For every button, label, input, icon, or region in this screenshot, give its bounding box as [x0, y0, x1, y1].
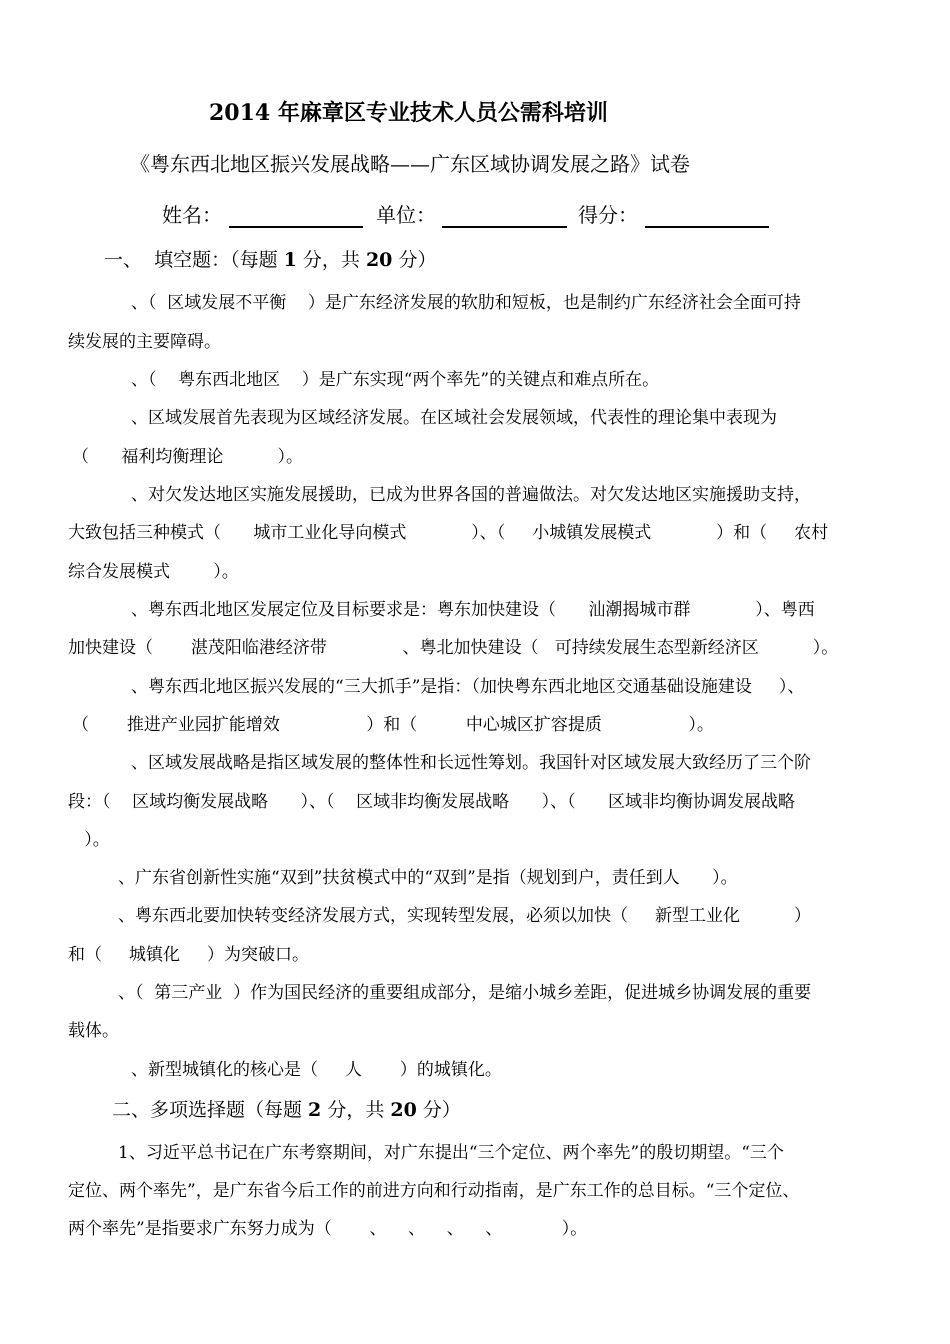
unit-blank[interactable]: [442, 226, 567, 228]
unit-label: 单位：: [376, 203, 436, 227]
question-line: 定位、两个率先”，是广东省今后工作的前进方向和行动指南，是广东工作的总目标。“三个定位、: [68, 1181, 800, 1201]
question-line: 两个率先”是指要求广东努力成为（ 、 、 、 、 ）。: [68, 1219, 588, 1239]
score-label: 得分：: [578, 203, 638, 227]
question-line: 、（ 区域发展不平衡 ）是广东经济发展的软肋和短板，也是制约广东经济社会全面可持: [131, 293, 801, 313]
section-heading-fill-blank: 一、 填空题：（每题 1 分，共 20 分）: [104, 249, 437, 271]
question-line: 、区域发展首先表现为区域经济发展。在区域社会发展领域，代表性的理论集中表现为: [131, 408, 777, 428]
question-line: 1、习近平总书记在广东考察期间，对广东提出“三个定位、两个率先”的殷切期望。“三个: [118, 1143, 784, 1163]
question-line: 和（ 城镇化 ）为突破口。: [68, 945, 310, 965]
question-line: 、（ 粤东西北地区 ）是广东实现“两个率先”的关键点和难点所在。: [131, 370, 660, 390]
name-blank[interactable]: [229, 226, 363, 228]
question-line: 加快建设（ 湛茂阳临港经济带 、粤北加快建设（ 可持续发展生态型新经济区 ）。: [68, 638, 839, 658]
question-line: 、对欠发达地区实施发展援助，已成为世界各国的普遍做法。对欠发达地区实施援助支持，: [131, 485, 811, 505]
question-line: 续发展的主要障碍。: [68, 332, 221, 352]
question-line: 载体。: [68, 1021, 119, 1041]
score-blank[interactable]: [645, 226, 769, 228]
question-line: 、粤东西北地区振兴发展的“三大抓手”是指：（加快粤东西北地区交通基础设施建设 ）、: [131, 677, 805, 697]
question-line: 、新型城镇化的核心是（ 人 ）的城镇化。: [131, 1060, 502, 1080]
question-line: ）。: [68, 830, 110, 850]
question-line: （ 福利均衡理论 ）。: [72, 447, 303, 467]
exam-subtitle: 《粤东西北地区振兴发展战略——广东区域协调发展之路》试卷: [130, 152, 690, 176]
question-line: 、粤东西北地区发展定位及目标要求是：粤东加快建设（ 汕潮揭城市群 ）、粤西: [131, 600, 815, 620]
exam-title: 2014 年麻章区专业技术人员公需科培训: [209, 100, 608, 126]
question-line: 综合发展模式 ）。: [68, 562, 239, 582]
question-line: 段：（ 区域均衡发展战略 ）、（ 区域非均衡发展战略 ）、（ 区域非均衡协调发展战略: [68, 792, 795, 812]
question-line: 、（ 第三产业 ）作为国民经济的重要组成部分，是缩小城乡差距，促进城乡协调发展的重要: [118, 983, 812, 1003]
section-heading-multiple-choice: 二、多项选择题（每题 2 分，共 20 分）: [112, 1099, 461, 1121]
question-line: 大致包括三种模式（ 城市工业化导向模式 ）、（ 小城镇发展模式 ）和（ 农村: [68, 523, 829, 543]
question-line: 、广东省创新性实施“双到”扶贫模式中的“双到”是指（规划到户，责任到人 ）。: [118, 868, 738, 888]
name-label: 姓名：: [162, 203, 222, 227]
question-line: 、区域发展战略是指区域发展的整体性和长远性筹划。我国针对区域发展大致经历了三个阶: [131, 753, 811, 773]
question-line: （ 推进产业园扩能增效 ）和（ 中心城区扩容提质 ）。: [72, 715, 714, 735]
question-line: 、粤东西北要加快转变经济发展方式，实现转型发展，必须以加快（ 新型工业化 ）: [118, 906, 812, 926]
